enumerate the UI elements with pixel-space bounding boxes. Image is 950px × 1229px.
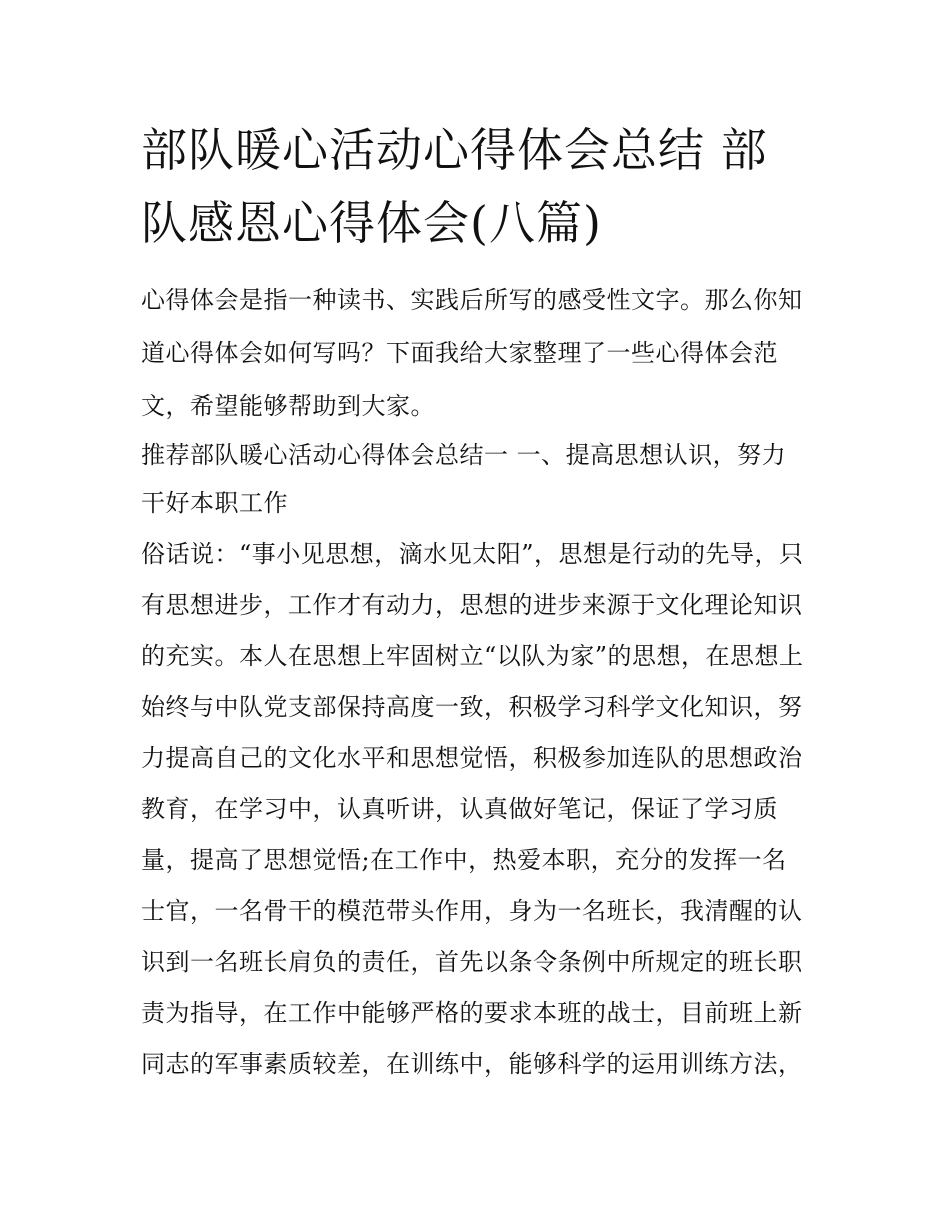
body-line: 俗话说：“事小见思想，滴水见太阳”，思想是行动的先导，只 bbox=[141, 540, 804, 568]
title-line: 部队暖心活动心得体会总结 部 bbox=[141, 123, 768, 177]
body-line: 识到一名班长肩负的责任，首先以条令条例中所规定的班长职 bbox=[141, 948, 803, 976]
body-line: 心得体会是指一种读书、实践后所写的感受性文字。那么你知 bbox=[141, 286, 803, 314]
body-line: 同志的军事素质较差，在训练中，能够科学的运用训练方法， bbox=[141, 1050, 803, 1078]
body-line: 干好本职工作 bbox=[141, 489, 288, 517]
body-line: 士官，一名骨干的模范带头作用，身为一名班长，我清醒的认 bbox=[141, 897, 803, 925]
body-line: 教育，在学习中，认真听讲，认真做好笔记，保证了学习质 bbox=[141, 795, 778, 823]
body-line: 责为指导，在工作中能够严格的要求本班的战士，目前班上新 bbox=[141, 999, 803, 1027]
body-line: 推荐部队暖心活动心得体会总结一 一、提高思想认识，努力 bbox=[141, 441, 787, 469]
body-line: 的充实。本人在思想上牢固树立“以队为家”的思想，在思想上 bbox=[141, 642, 804, 670]
body-line: 有思想进步，工作才有动力，思想的进步来源于文化理论知识 bbox=[141, 591, 803, 619]
body-line: 道心得体会如何写吗？下面我给大家整理了一些心得体会范 bbox=[141, 339, 778, 367]
body-line: 力提高自己的文化水平和思想觉悟，积极参加连队的思想政治 bbox=[141, 744, 803, 772]
body-line: 文，希望能够帮助到大家。 bbox=[141, 392, 435, 420]
title-line: 队感恩心得体会(八篇) bbox=[141, 196, 602, 250]
body-line: 量，提高了思想觉悟;在工作中，热爱本职，充分的发挥一名 bbox=[141, 846, 787, 874]
body-line: 始终与中队党支部保持高度一致，积极学习科学文化知识，努 bbox=[141, 693, 803, 721]
document-title bbox=[141, 114, 821, 260]
